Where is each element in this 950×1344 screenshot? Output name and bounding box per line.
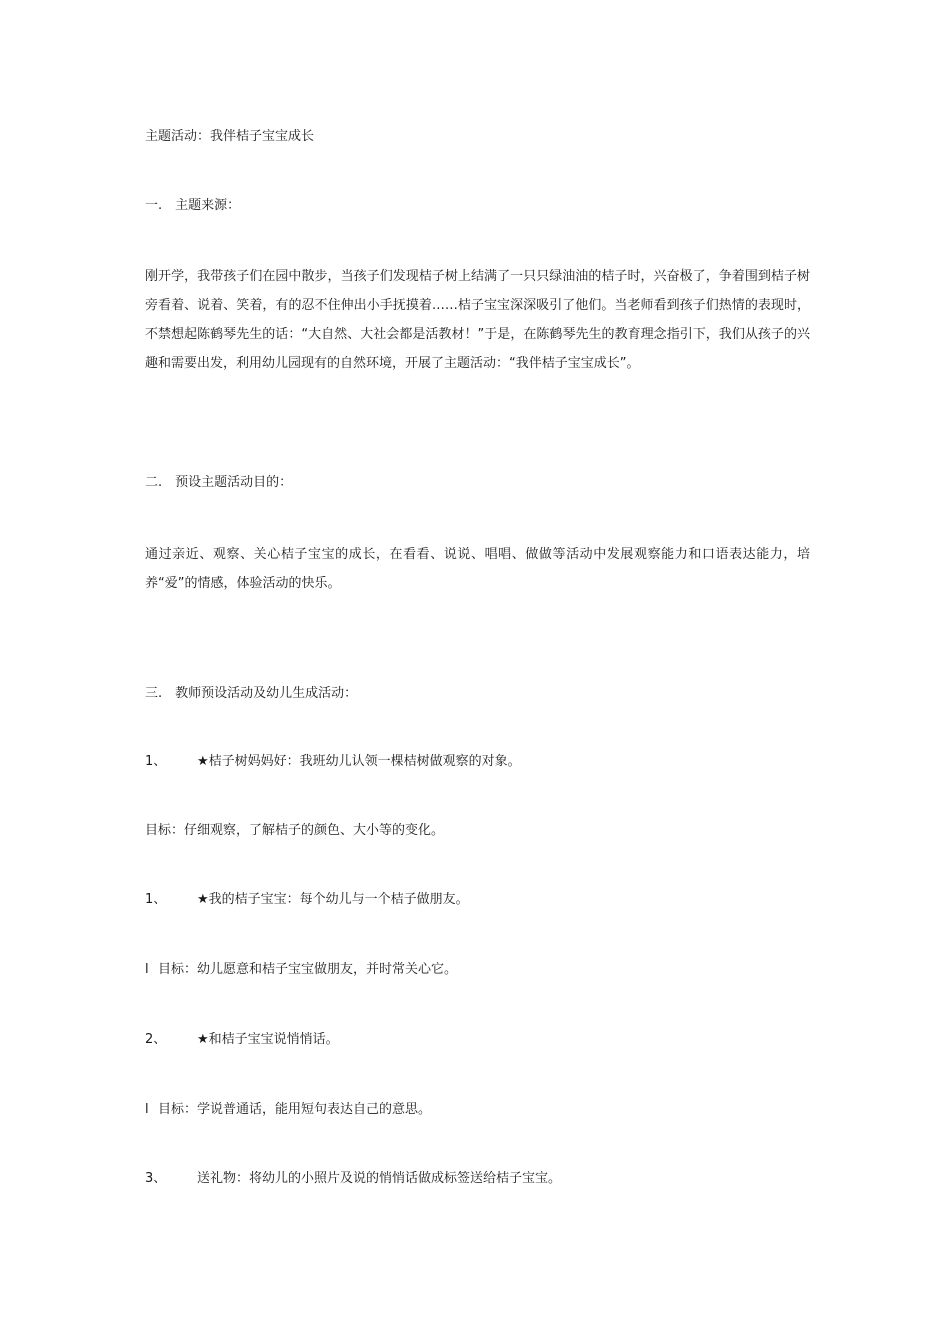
goal-text: 目标：幼儿愿意和桔子宝宝做朋友，并时常关心它。: [158, 962, 458, 977]
list-item-number: 1、: [145, 754, 167, 769]
section-2-heading: 二. 预设主题活动目的：: [145, 475, 293, 490]
list-item-text: ★和桔子宝宝说悄悄话。: [197, 1032, 339, 1047]
goal-text: 目标：仔细观察，了解桔子的颜色、大小等的变化。: [145, 823, 445, 838]
goal-text: 目标：学说普通话，能用短句表达自己的意思。: [158, 1102, 432, 1117]
bullet-marker: l: [145, 962, 149, 977]
section-3-heading: 三. 教师预设活动及幼儿生成活动：: [145, 686, 358, 701]
list-item-number: 3、: [145, 1171, 167, 1186]
section-2-body: 通过亲近、观察、关心桔子宝宝的成长，在看看、说说、唱唱、做做等活动中发展观察能力和口语表达能力，培养“爱”的情感，体验活动的快乐。: [145, 547, 810, 591]
list-item-number: 2、: [145, 1032, 167, 1047]
section-1-heading: 一. 主题来源：: [145, 198, 241, 213]
document-title: 主题活动：我伴桔子宝宝成长: [145, 129, 315, 144]
list-item-number: 1、: [145, 892, 167, 907]
section-1-body: 刚开学，我带孩子们在园中散步，当孩子们发现桔子树上结满了一只只绿油油的桔子时，兴奋极了，争着围到桔子树旁看着、说着、笑着，有的忍不住伸出小手抚摸着……桔子宝宝深深吸引了他们。当老师看到孩子们热情的表现时，不禁想起陈鹤琴先生的话：“大自然、大社会都是活教材！”于是，在陈鹤琴先生的教育理念指引下，我们从孩子的兴趣和需要出发，利用幼儿园现有的自然环境，开展了主题活动：“我伴桔子宝宝成长”。: [145, 269, 810, 371]
list-item-text: ★桔子树妈妈好：我班幼儿认领一棵桔树做观察的对象。: [197, 754, 521, 769]
bullet-marker: l: [145, 1102, 149, 1117]
list-item-text: ★我的桔子宝宝：每个幼儿与一个桔子做朋友。: [197, 892, 469, 907]
list-item-text: 送礼物：将幼儿的小照片及说的悄悄话做成标签送给桔子宝宝。: [197, 1171, 562, 1186]
